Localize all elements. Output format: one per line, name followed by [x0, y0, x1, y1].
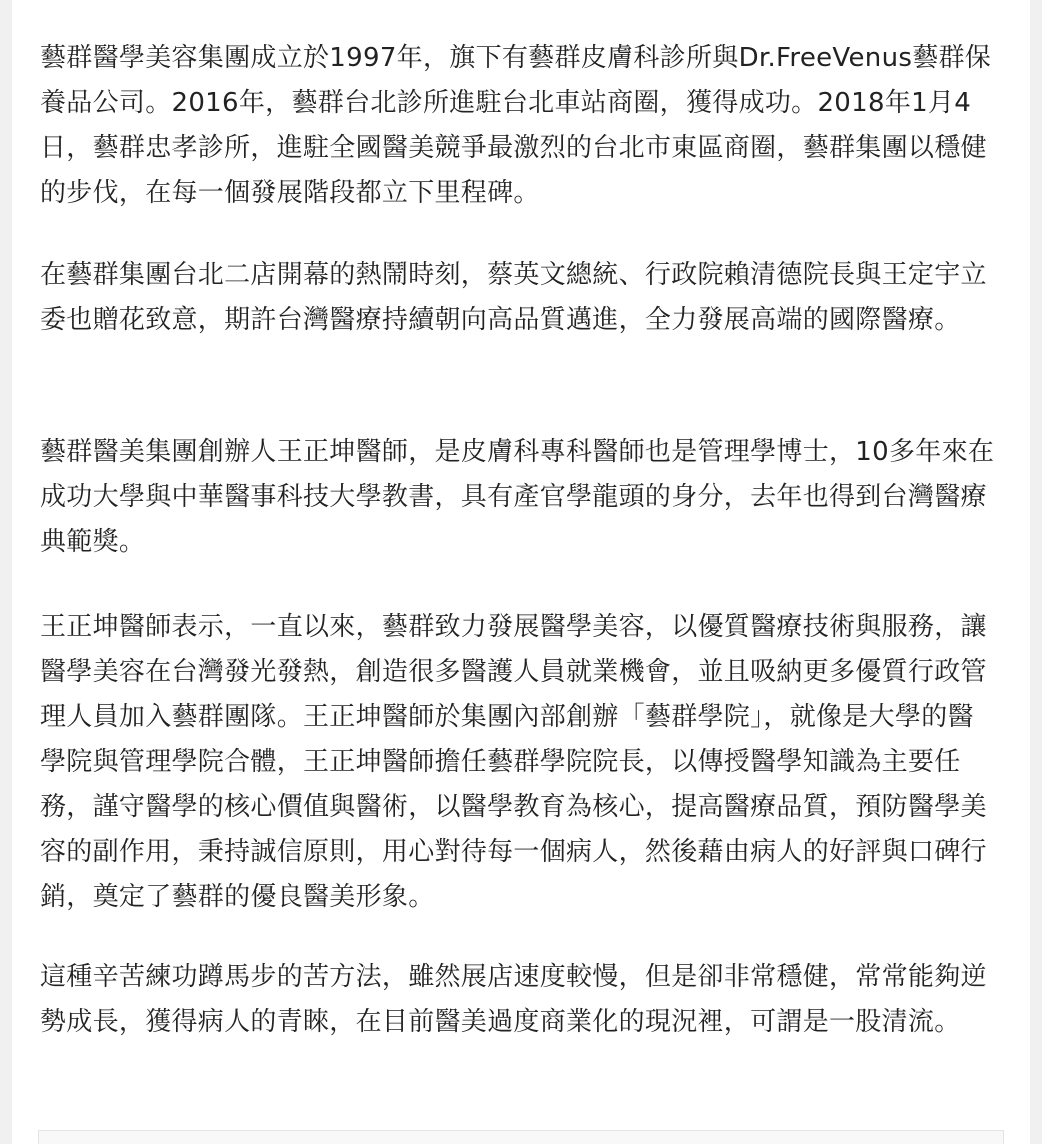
article-paragraph-3: 藝群醫美集團創辦人王正坤醫師，是皮膚科專科醫師也是管理學博士，10多年來在成功大學與中華醫事科技大學教書，具有產官學龍頭的身分，去年也得到台灣醫療典範獎。 — [40, 437, 995, 557]
article-paragraph-5: 這種辛苦練功蹲馬步的苦方法，雖然展店速度較慢，但是卻非常穩健，常常能夠逆勢成長，獲得病人的青睞，在目前醫美過度商業化的現況裡，可謂是一股清流。 — [40, 962, 987, 1037]
article-paragraph-1: 藝群醫學美容集團成立於1997年，旗下有藝群皮膚科診所與Dr.FreeVenus藝群保養品公司。2016年，藝群台北診所進駐台北車站商圈，獲得成功。2018年1月4日，藝群忠孝診所，進駐全國醫美競爭最激烈的台北市東區商圈，藝群集團以穩健的步伐，在每一個發展階段都立下里程碑。 — [40, 43, 992, 208]
article-body — [12, 0, 1030, 1144]
article-paragraph-2: 在藝群集團台北二店開幕的熱鬧時刻，蔡英文總統、行政院賴清德院長與王定宇立委也贈花致意，期許台灣醫療持續朝向高品質邁進，全力發展高端的國際醫療。 — [40, 260, 987, 335]
footer-box — [38, 1130, 1004, 1144]
article-paragraph-4: 王正坤醫師表示，一直以來，藝群致力發展醫學美容，以優質醫療技術與服務，讓醫學美容在台灣發光發熱，創造很多醫護人員就業機會，並且吸納更多優質行政管理人員加入藝群團隊。王正坤醫師於集團內部創辦「藝群學院」，就像是大學的醫學院與管理學院合體，王正坤醫師擔任藝群學院院長，以傳授醫學知識為主要任務，謹守醫學的核心價值與醫術，以醫學教育為核心，提高醫療品質，預防醫學美容的副作用，秉持誠信原則，用心對待每一個病人，然後藉由病人的好評與口碑行銷，奠定了藝群的優良醫美形象。 — [40, 612, 987, 912]
